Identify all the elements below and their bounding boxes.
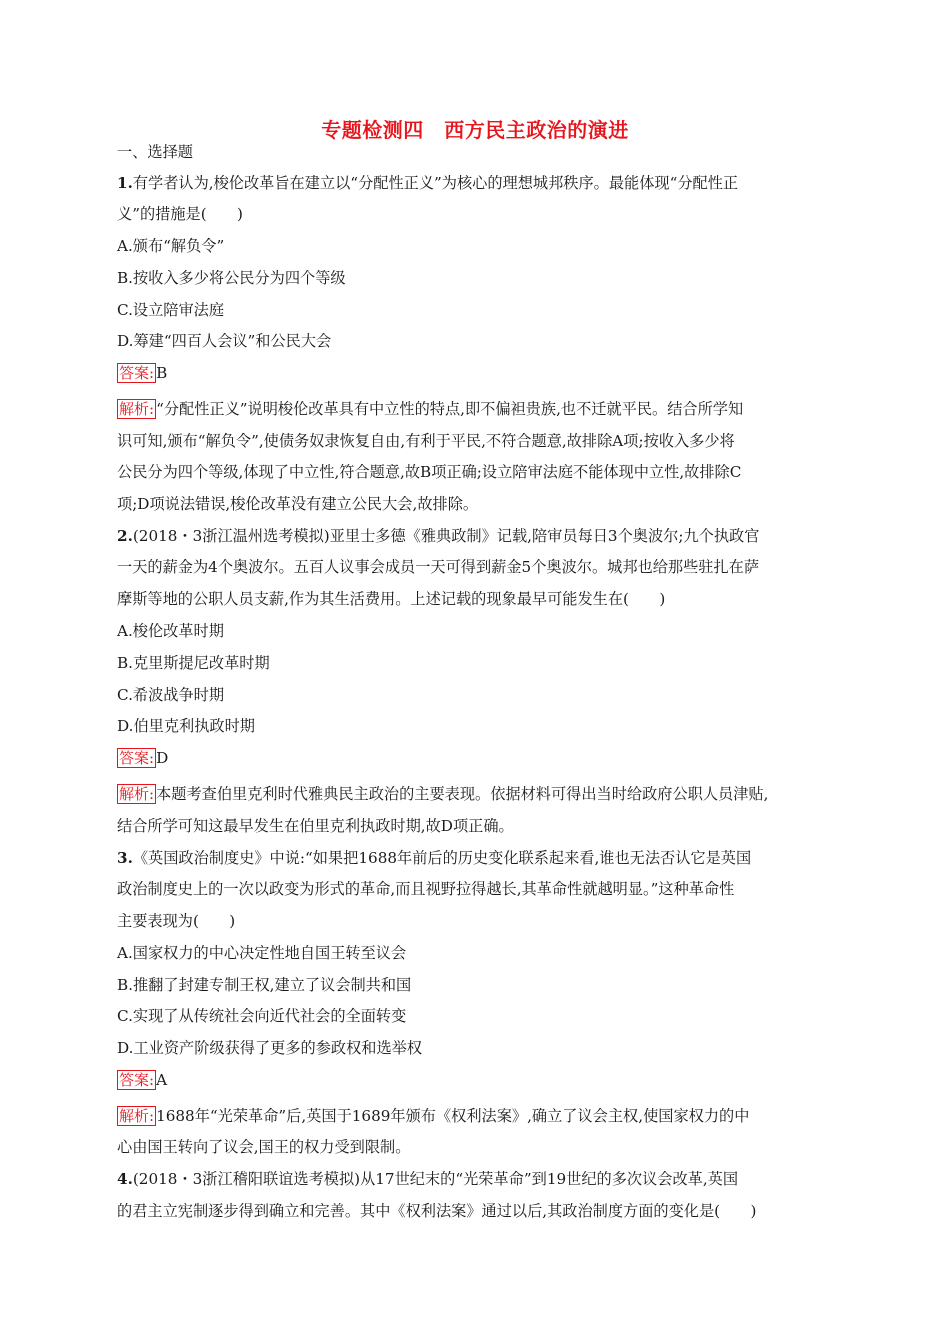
question-1-analysis-line-4: 项;D项说法错误,梭伦改革没有建立公民大会,故排除。: [117, 495, 479, 513]
question-3-answer: [117, 1070, 167, 1090]
answer-tag: 答案:: [119, 364, 155, 382]
question-2-answer: [117, 748, 168, 768]
answer-tag: 答案:: [119, 1071, 155, 1089]
document-title: 专题检测四 西方民主政治的演进: [321, 118, 629, 142]
analysis-tag: 解析:: [119, 400, 155, 418]
question-2-stem-line-1: 2.(2018・3浙江温州选考模拟)亚里士多德《雅典政制》记载,陪审员每日3个奥波尔;九个执政官: [117, 527, 760, 545]
question-1-option-a: A.颁布“解负令”: [117, 237, 225, 255]
question-3-stem-line-3: 主要表现为( ): [117, 912, 236, 930]
question-2-option-c: C.希波战争时期: [117, 686, 225, 704]
question-1-option-b: B.按收入多少将公民分为四个等级: [117, 269, 346, 287]
question-4-number: 4.: [117, 1170, 133, 1188]
question-2-option-b: B.克里斯提尼改革时期: [117, 654, 270, 672]
question-2-analysis-line-2: 结合所学可知这最早发生在伯里克利执政时期,故D项正确。: [117, 817, 514, 835]
question-3-analysis-line-2: 心由国王转向了议会,国王的权力受到限制。: [117, 1138, 411, 1156]
question-1-analysis-line-1: 解析: “分配性正义”说明梭伦改革具有中立性的特点,即不偏袒贵族,也不迁就平民。结合所学知: [119, 400, 744, 418]
question-3-option-d: D.工业资产阶级获得了更多的参政权和选举权: [117, 1039, 423, 1057]
answer-value: B: [156, 364, 168, 382]
question-3-option-b: B.推翻了封建专制王权,建立了议会制共和国: [117, 976, 412, 994]
question-3-option-c: C.实现了从传统社会向近代社会的全面转变: [117, 1007, 407, 1025]
question-2-option-d: D.伯里克利执政时期: [117, 717, 255, 735]
question-4-stem-line-2: 的君主立宪制逐步得到确立和完善。其中《权利法案》通过以后,其政治制度方面的变化是( ): [117, 1202, 757, 1220]
question-1-analysis-line-2: 识可知,颁布“解负令”,使债务奴隶恢复自由,有利于平民,不符合题意,故排除A项;按收入多少将: [117, 432, 735, 450]
analysis-tag: 解析:: [119, 785, 155, 803]
question-1-stem-line-1: 1.有学者认为,梭伦改革旨在建立以“分配性正义”为核心的理想城邦秩序。最能体现“分配性正: [117, 174, 739, 192]
analysis-tag: 解析:: [119, 1107, 155, 1125]
question-3-number: 3.: [117, 849, 133, 867]
question-1-stem-line-2: 义”的措施是( ): [117, 205, 243, 223]
question-1-analysis-line-3: 公民分为四个等级,体现了中立性,符合题意,故B项正确;设立陪审法庭不能体现中立性,故排除C: [117, 463, 742, 481]
question-1-answer: [117, 363, 167, 383]
question-2-analysis-line-1: 解析: 本题考查伯里克利时代雅典民主政治的主要表现。依据材料可得出当时给政府公职人员津贴,: [119, 785, 769, 803]
question-3-stem-line-2: 政治制度史上的一次以政变为形式的革命,而且视野拉得越长,其革命性就越明显。”这种革命性: [117, 880, 735, 898]
question-2-stem-line-3: 摩斯等地的公职人员支薪,作为其生活费用。上述记载的现象最早可能发生在( ): [117, 590, 666, 608]
answer-value: A: [156, 1071, 168, 1089]
answer-tag: 答案:: [119, 749, 155, 767]
question-3-stem-line-1: 3.《英国政治制度史》中说:“如果把1688年前后的历史变化联系起来看,谁也无法否认它是英国: [117, 849, 752, 867]
question-2-option-a: A.梭伦改革时期: [117, 622, 224, 640]
answer-value: D: [156, 749, 169, 767]
question-3-analysis-line-1: 解析: 1688年“光荣革命”后,英国于1689年颁布《权利法案》,确立了议会主权,使国家权力的中: [119, 1107, 750, 1125]
question-1-option-c: C.设立陪审法庭: [117, 301, 225, 319]
question-1-option-d: D.筹建“四百人会议”和公民大会: [117, 332, 332, 350]
question-1-number: 1.: [117, 174, 133, 192]
question-2-stem-line-2: 一天的薪金为4个奥波尔。五百人议事会成员一天可得到薪金5个奥波尔。城邦也给那些驻扎在萨: [117, 558, 760, 576]
section-heading: 一、选择题: [117, 143, 193, 161]
question-2-number: 2.: [117, 527, 133, 545]
question-3-option-a: A.国家权力的中心决定性地自国王转至议会: [117, 944, 407, 962]
question-4-stem-line-1: 4.(2018・3浙江稽阳联谊选考模拟)从17世纪末的“光荣革命”到19世纪的多次议会改革,英国: [117, 1170, 739, 1188]
